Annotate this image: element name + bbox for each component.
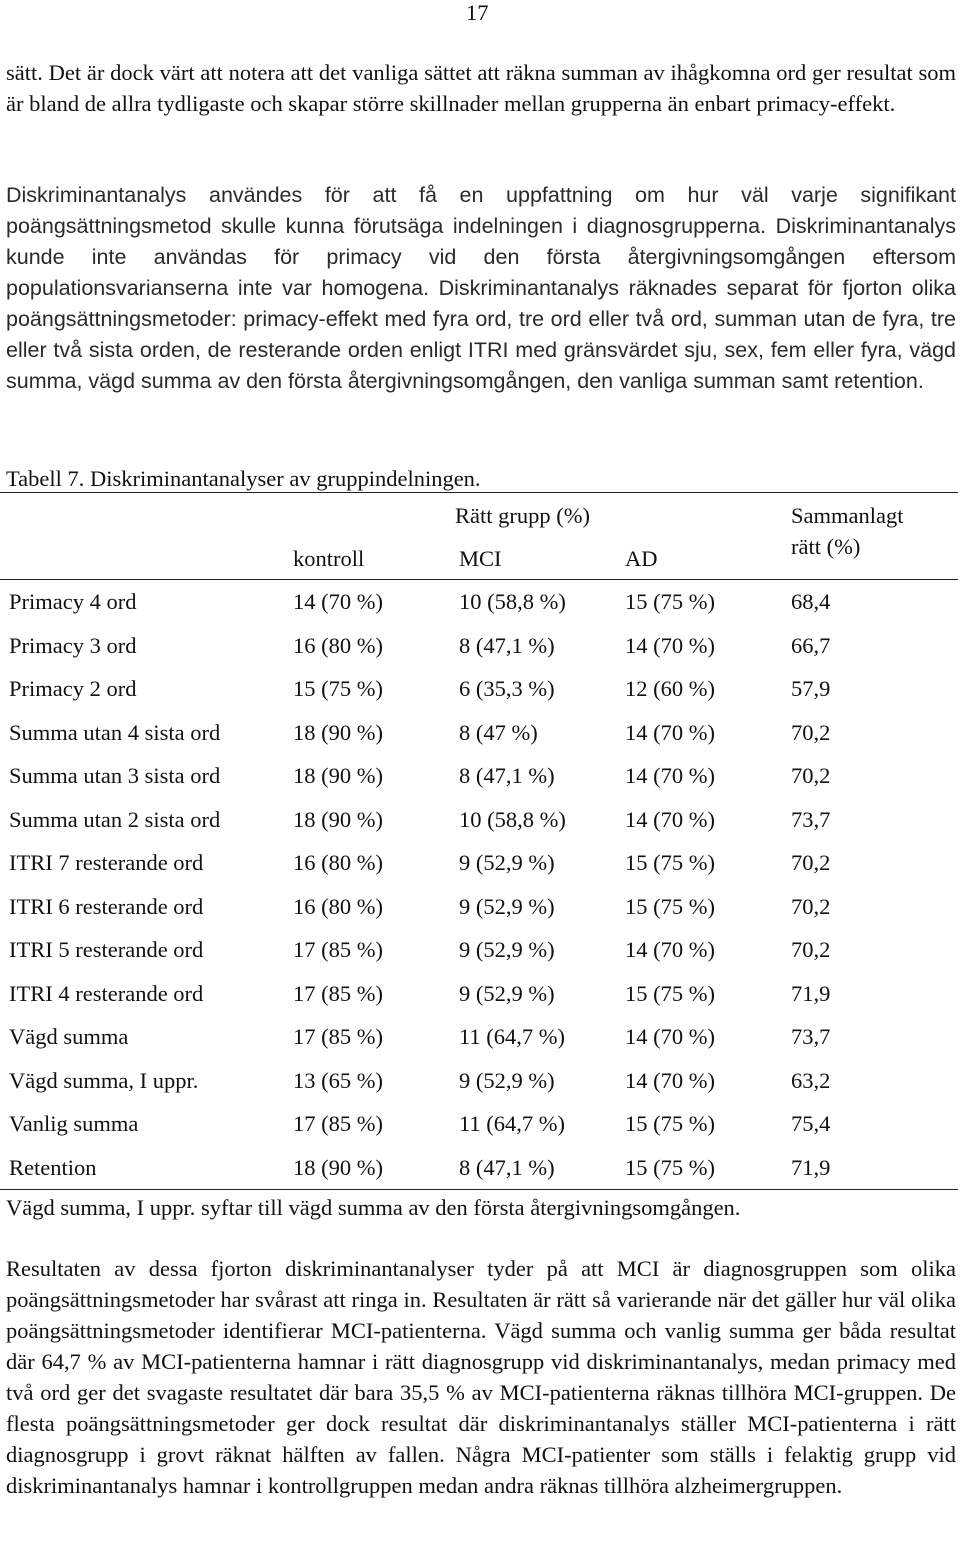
ad-cell: 15 (75 %) (625, 589, 715, 614)
mci-cell: 11 (64,7 %) (459, 1024, 566, 1049)
total-header-line1: Sammanlagt (791, 503, 904, 528)
mci-cell: 8 (47,1 %) (459, 632, 555, 658)
mci-cell: 9 (52,9 %) (459, 893, 555, 919)
table-row (0, 1021, 960, 1064)
kontroll-cell: 18 (90 %) (293, 806, 383, 832)
table-row (0, 1108, 960, 1151)
row-label: Summa utan 2 sista ord (9, 806, 221, 832)
table-row (0, 717, 960, 760)
mci-cell: 8 (47,1 %) (459, 763, 555, 788)
column-header-kontroll: kontroll (293, 546, 365, 571)
total-cell: 75,4 (791, 1111, 831, 1136)
total-cell: 70,2 (791, 719, 831, 745)
kontroll-cell: 18 (90 %) (293, 719, 383, 745)
row-label: Vägd summa (9, 1024, 129, 1049)
row-label: Vägd summa, I uppr. (9, 1067, 199, 1093)
table-header-rule (0, 579, 958, 580)
total-cell: 70,2 (791, 763, 831, 788)
kontroll-cell: 18 (90 %) (293, 763, 383, 788)
table-row (0, 847, 960, 890)
total-cell: 68,4 (791, 589, 831, 614)
ad-cell: 15 (75 %) (625, 850, 715, 875)
ad-cell: 12 (60 %) (625, 676, 715, 701)
paragraph-intro: sätt. Det är dock värt att notera att det vanliga sättet att räkna summan av ihågkomna ord ger resultat som är bland de allra tydligaste och skapar större skillnader mellan grupperna än enbart primacy-effekt. (6, 60, 956, 116)
kontroll-cell: 18 (90 %) (293, 1154, 383, 1180)
row-label: Vanlig summa (9, 1111, 139, 1136)
total-cell: 73,7 (791, 806, 831, 832)
mci-cell: 8 (47,1 %) (459, 1154, 555, 1180)
mci-cell: 10 (58,8 %) (459, 589, 566, 614)
ad-cell: 14 (70 %) (625, 806, 715, 832)
table-bottom-rule (0, 1189, 958, 1190)
row-label: ITRI 4 resterande ord (9, 980, 204, 1006)
kontroll-cell: 17 (85 %) (293, 1024, 383, 1049)
ad-cell: 14 (70 %) (625, 719, 715, 745)
paragraph-method: Diskriminantanalys användes för att få en uppfattning om hur väl varje signifikant poängsättningsmetod skulle kunna förutsäga indelningen i diagnosgrupperna. Diskriminantanalys kunde inte användas för primacy vid den första återgivningsomgången eftersom populationsvarianserna inte var homogena. Diskriminantanalys räknades separat för fjorton olika poängsättningsmetoder: primacy-effekt med fyra ord, tre ord eller två ord, summan utan de fyra, tre eller två sista orden, de resterande orden enligt ITRI med gränsvärdet sju, sex, fem eller fyra, vägd summa, vägd summa av den första återgivningsomgången, den vanliga summan samt retention. (6, 183, 956, 393)
total-cell: 63,2 (791, 1067, 831, 1093)
mci-cell: 10 (58,8 %) (459, 806, 566, 832)
group-header: Rätt grupp (%) (455, 503, 590, 528)
total-cell: 70,2 (791, 937, 831, 962)
table-row (0, 804, 960, 847)
table-row (0, 673, 960, 716)
total-cell: 57,9 (791, 676, 831, 701)
ad-cell: 14 (70 %) (625, 763, 715, 788)
ad-cell: 15 (75 %) (625, 893, 715, 919)
mci-cell: 9 (52,9 %) (459, 980, 555, 1006)
ad-cell: 14 (70 %) (625, 632, 715, 658)
ad-cell: 14 (70 %) (625, 1067, 715, 1093)
table-row (0, 630, 960, 673)
kontroll-cell: 16 (80 %) (293, 850, 383, 875)
table-row (0, 934, 960, 977)
mci-cell: 8 (47 %) (459, 719, 538, 745)
kontroll-cell: 16 (80 %) (293, 893, 383, 919)
kontroll-cell: 16 (80 %) (293, 632, 383, 658)
row-label: ITRI 5 resterande ord (9, 937, 204, 962)
row-label: Summa utan 3 sista ord (9, 763, 221, 788)
table-row (0, 760, 960, 803)
row-label: Retention (9, 1154, 97, 1180)
kontroll-cell: 15 (75 %) (293, 676, 383, 701)
total-cell: 73,7 (791, 1024, 831, 1049)
total-cell: 71,9 (791, 980, 831, 1006)
row-label: Primacy 2 ord (9, 676, 137, 701)
mci-cell: 11 (64,7 %) (459, 1111, 566, 1136)
kontroll-cell: 17 (85 %) (293, 937, 383, 962)
total-cell: 70,2 (791, 893, 831, 919)
row-label: Summa utan 4 sista ord (9, 719, 221, 745)
table-row (0, 891, 960, 934)
kontroll-cell: 13 (65 %) (293, 1067, 383, 1093)
ad-cell: 14 (70 %) (625, 937, 715, 962)
paragraph-results: Resultaten av dessa fjorton diskriminantanalyser tyder på att MCI är diagnosgruppen som olika poängsättningsmetoder har svårast att ringa in. Resultaten är rätt så varierande när det gäller hur väl olika poängsättningsmetoder identifierar MCI-patienterna. Vägd summa och vanlig summa ger båda resultat där 64,7 % av MCI-patienterna hamnar i rätt diagnosgrupp vid diskriminantanalys, medan primacy med två ord ger det svagaste resultatet där bara 35,5 % av MCI-patienterna räknas tillhöra MCI-gruppen. De flesta poängsättningsmetoder ger dock resultat där diskriminantanalys ställer MCI-patienterna i rätt diagnosgrupp i grovt räknat hälften av fallen. Några MCI-patienter som ställs i felaktig grupp vid diskriminantanalys hamnar i kontrollgruppen medan andra räknas tillhöra alzheimergruppen. (6, 1256, 956, 1498)
table-row (0, 586, 960, 629)
column-header-ad: AD (625, 546, 658, 571)
kontroll-cell: 14 (70 %) (293, 589, 383, 614)
table-row (0, 1065, 960, 1108)
kontroll-cell: 17 (85 %) (293, 1111, 383, 1136)
row-label: ITRI 6 resterande ord (9, 893, 204, 919)
table-top-rule (0, 492, 958, 493)
row-label: Primacy 3 ord (9, 632, 137, 658)
total-cell: 66,7 (791, 632, 831, 658)
table-row (0, 978, 960, 1021)
total-cell: 71,9 (791, 1154, 831, 1180)
ad-cell: 15 (75 %) (625, 1111, 715, 1136)
table-caption: Tabell 7. Diskriminantanalyser av gruppindelningen. (6, 466, 481, 491)
mci-cell: 6 (35,3 %) (459, 676, 555, 701)
mci-cell: 9 (52,9 %) (459, 1067, 555, 1093)
row-label: Primacy 4 ord (9, 589, 137, 614)
row-label: ITRI 7 resterande ord (9, 850, 204, 875)
ad-cell: 15 (75 %) (625, 1154, 715, 1180)
column-header-mci: MCI (459, 546, 502, 571)
kontroll-cell: 17 (85 %) (293, 980, 383, 1006)
mci-cell: 9 (52,9 %) (459, 937, 555, 962)
ad-cell: 15 (75 %) (625, 980, 715, 1006)
total-header-line2: rätt (%) (791, 534, 861, 559)
mci-cell: 9 (52,9 %) (459, 850, 555, 875)
page-number: 17 (466, 0, 489, 25)
total-cell: 70,2 (791, 850, 831, 875)
table-footnote: Vägd summa, I uppr. syftar till vägd summa av den första återgivningsomgången. (6, 1195, 741, 1220)
ad-cell: 14 (70 %) (625, 1024, 715, 1049)
